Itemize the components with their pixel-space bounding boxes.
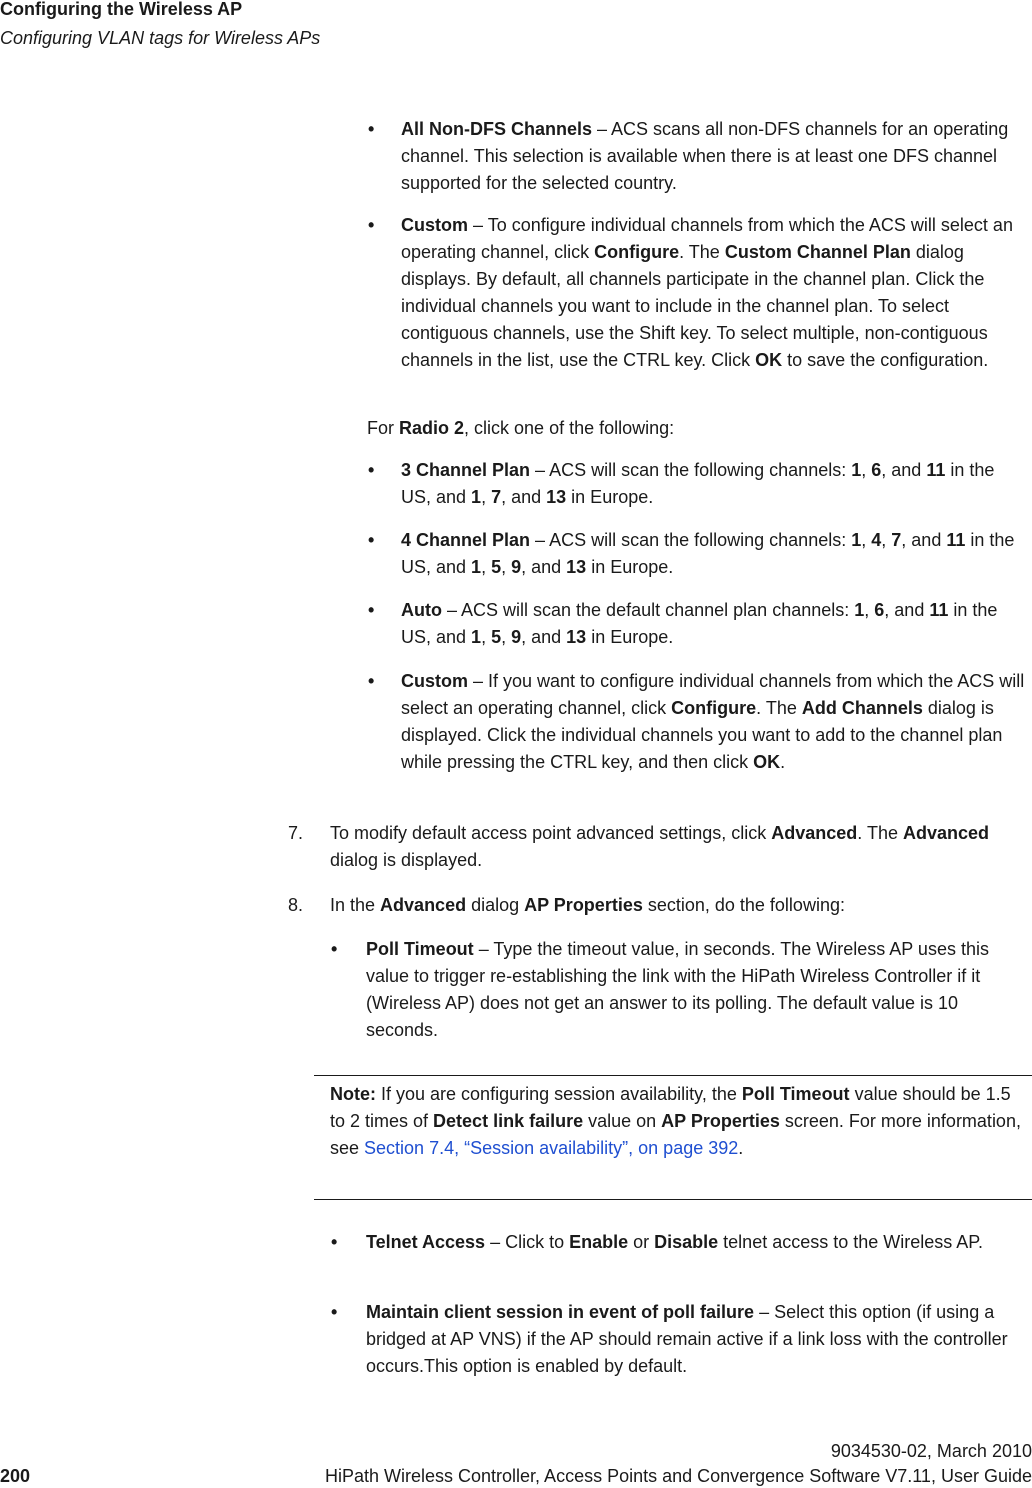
bullet-glyph: • (331, 939, 338, 959)
item-label: 4 Channel Plan (401, 530, 531, 550)
running-header-subtitle: Configuring VLAN tags for Wireless APs (0, 28, 321, 48)
list-item-custom-radio1: Custom – To configure individual channels from which the ACS will select an operating channel, click Configure. The Custom Channel Plan dialog displays. By default, all channels participate in the channel plan. Click the individual channels you want to include in the channel plan. To select contiguous channels, use the Shift key. To select multiple, non-contiguous channels in the list, use the CTRL key. Click OK to save the configuration. (401, 215, 1013, 370)
list-item-auto: Auto – ACS will scan the default channel plan channels: 1, 6, and 11 in the US, and 1, 5, 9, and 13 in Europe. (401, 600, 998, 647)
bullet-glyph: • (331, 1232, 338, 1252)
bullet-glyph: • (331, 1302, 338, 1322)
list-item-all-non-dfs: All Non-DFS Channels – ACS scans all non-DFS channels for an operating channel. This selection is available when there is at least one DFS channel supported for the selected country. (401, 119, 1009, 193)
running-header-title: Configuring the Wireless AP (0, 0, 243, 19)
bullet-glyph: • (368, 215, 375, 235)
step-number: 8. (288, 895, 304, 915)
footer-page-number: 200 (0, 1466, 31, 1486)
cross-reference-link[interactable]: Section 7.4, “Session availability”, on page 392 (364, 1138, 739, 1158)
note-label: Note: (330, 1084, 376, 1104)
list-item-4-channel-plan: 4 Channel Plan – ACS will scan the following channels: 1, 4, 7, and 11 in the US, and 1, 5, 9, and 13 in Europe. (401, 530, 1015, 577)
note-block: Note: If you are configuring session availability, the Poll Timeout value should be 1.5 to 2 times of Detect link failure value on AP Properties screen. For more information, see Section 7.4, “Session availability”, on page 392. (330, 1084, 1021, 1158)
note-bottom-rule (314, 1199, 1032, 1200)
item-label: Maintain client session in event of poll failure (366, 1302, 755, 1322)
note-top-rule (314, 1075, 1032, 1076)
bullet-glyph: • (368, 671, 375, 691)
footer-doc-id: 9034530-02, March 2010 (830, 1441, 1032, 1461)
step-7: To modify default access point advanced settings, click Advanced. The Advanced dialog is displayed. (330, 823, 989, 870)
list-item-3-channel-plan: 3 Channel Plan – ACS will scan the following channels: 1, 6, and 11 in the US, and 1, 7, and 13 in Europe. (401, 460, 995, 507)
item-label: All Non-DFS Channels (401, 119, 593, 139)
bullet-glyph: • (368, 460, 375, 480)
radio2-intro: For Radio 2, click one of the following: (367, 418, 675, 438)
item-label: 3 Channel Plan (401, 460, 531, 480)
step-number: 7. (288, 823, 304, 843)
footer-doc-title: HiPath Wireless Controller, Access Points and Convergence Software V7.11, User Guide (324, 1466, 1032, 1486)
item-label: Poll Timeout (366, 939, 474, 959)
item-label: Custom (401, 671, 468, 691)
list-item-maintain-client-session: Maintain client session in event of poll failure – Select this option (if using a bridged at AP VNS) if the AP should remain active if a link loss with the controller occurs.This option is enabled by default. (366, 1302, 1008, 1376)
list-item-custom-radio2: Custom – If you want to configure individual channels from which the ACS will select an operating channel, click Configure. The Add Channels dialog is displayed. Click the individual channels you want to add to the channel plan while pressing the CTRL key, and then click OK. (401, 671, 1025, 772)
item-label: Custom (401, 215, 468, 235)
list-item-telnet-access: Telnet Access – Click to Enable or Disable telnet access to the Wireless AP. (366, 1232, 983, 1252)
bullet-glyph: • (368, 600, 375, 620)
bullet-glyph: • (368, 119, 375, 139)
item-label: Telnet Access (366, 1232, 486, 1252)
item-label: Auto (401, 600, 442, 620)
list-item-poll-timeout: Poll Timeout – Type the timeout value, in seconds. The Wireless AP uses this value to trigger re-establishing the link with the HiPath Wireless Controller if it (Wireless AP) does not get an answer to its polling. The default value is 10 seconds. (366, 939, 989, 1040)
bullet-glyph: • (368, 530, 375, 550)
step-8: In the Advanced dialog AP Properties section, do the following: (330, 895, 845, 915)
